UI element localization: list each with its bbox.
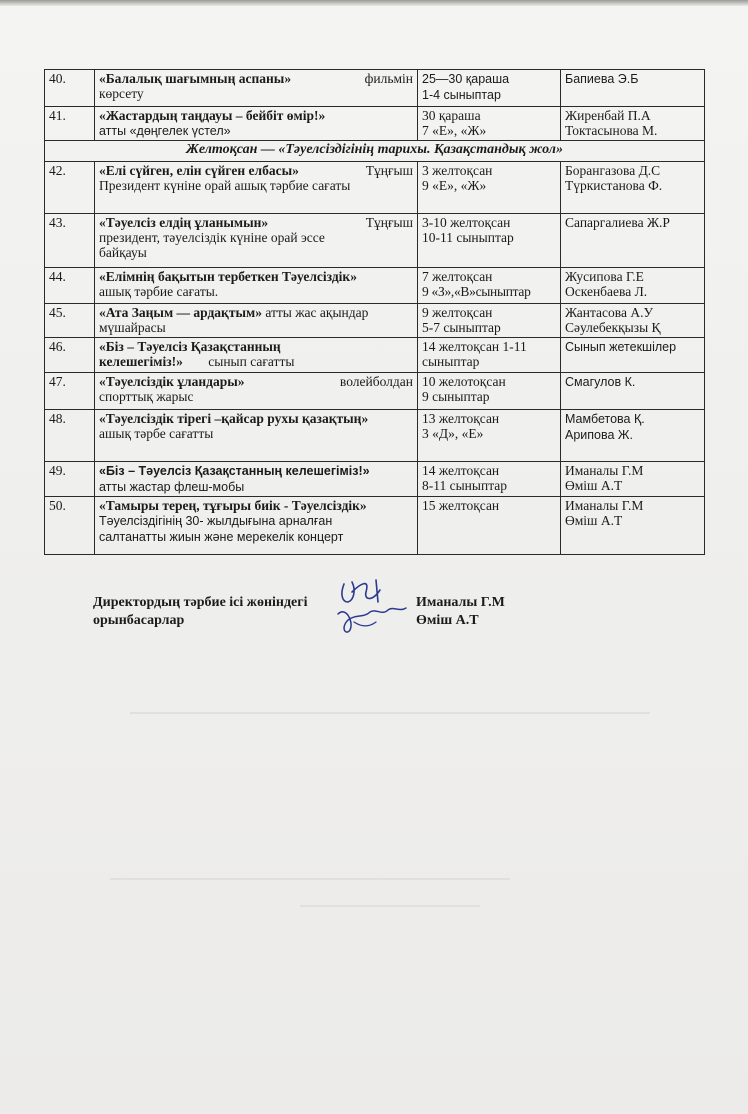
row-number: 45. — [45, 304, 95, 338]
events-table — [44, 69, 705, 555]
row-number: 44. — [45, 268, 95, 304]
section-header-row — [45, 141, 705, 162]
responsible-person: Арипова Ж. — [565, 428, 633, 442]
event-title-cont: келешегіміз!» — [99, 354, 183, 369]
event-participants: 10-11 сыныптар — [422, 230, 514, 245]
event-participants: 3 «Д», «Е» — [422, 426, 484, 441]
event-subtitle: атты «дөңгелек үстел» — [99, 124, 231, 138]
responsible-person: Мамбетова Қ. — [565, 412, 645, 426]
event-subtitle: Тәуелсіздігінің 30- жылдығына арналған — [99, 514, 333, 528]
responsible-cell — [561, 304, 705, 338]
table-row — [45, 462, 705, 497]
table-row — [45, 268, 705, 304]
event-title: «Елі сүйген, елін сүйген елбасы» — [99, 163, 299, 178]
date-cell — [418, 162, 561, 214]
event-date: 14 желтоқсан 1-11 — [422, 339, 527, 354]
event-date: 30 қараша — [422, 108, 481, 123]
row-number: 41. — [45, 107, 95, 141]
table-row — [45, 162, 705, 214]
event-cell — [95, 107, 418, 141]
event-date: 7 желтоқсан — [422, 269, 493, 284]
table-row — [45, 70, 705, 107]
table-row — [45, 304, 705, 338]
responsible-person: Жиренбай П.А — [565, 108, 651, 123]
row-number: 47. — [45, 373, 95, 410]
responsible-cell — [561, 338, 705, 373]
date-cell — [418, 497, 561, 555]
responsible-person: Токтасынова М. — [565, 123, 658, 138]
responsible-person: Өміш А.Т — [565, 478, 623, 493]
event-date: 14 желтоқсан — [422, 463, 500, 478]
bleed-through-line — [300, 905, 480, 907]
event-cell — [95, 70, 418, 107]
responsible-person: Иманалы Г.М — [565, 463, 644, 478]
event-subtitle: көрсету — [99, 86, 144, 101]
event-cell — [95, 462, 418, 497]
event-title: «Тамыры терең, тұғыры биік - Тәуелсіздік» — [99, 498, 367, 513]
event-title: «Тәуелсіздік ұландары» — [99, 374, 245, 389]
handwritten-signature — [330, 572, 410, 642]
row-number: 46. — [45, 338, 95, 373]
responsible-person: Түркистанова Ф. — [565, 178, 663, 193]
event-title: «Тәуелсіз елдің ұланымын» — [99, 215, 269, 230]
date-cell — [418, 373, 561, 410]
responsible-person: Иманалы Г.М — [565, 498, 644, 513]
event-participants: 9 «З»,«В»сыныптар — [422, 284, 531, 299]
event-title: «Біз – Тәуелсіз Қазақстанның — [99, 339, 281, 354]
event-date: 3-10 желтоқсан — [422, 215, 511, 230]
table-row — [45, 410, 705, 462]
responsible-person: Смагулов К. — [565, 375, 636, 389]
event-date: 3 желтоқсан — [422, 163, 493, 178]
signatory-name: Өміш А.Т — [416, 613, 479, 628]
date-cell — [418, 268, 561, 304]
event-cell — [95, 268, 418, 304]
event-subtitle: президент, тәуелсіздік күніне орай эссе — [99, 230, 325, 245]
event-date: 9 желтоқсан — [422, 305, 493, 320]
event-subtitle: сынып сағатты — [208, 354, 295, 369]
date-cell — [418, 70, 561, 107]
date-cell — [418, 107, 561, 141]
event-title-tail: волейболдан — [339, 374, 413, 389]
date-cell — [418, 338, 561, 373]
event-cell — [95, 410, 418, 462]
responsible-person: Борангазова Д.С — [565, 163, 661, 178]
responsible-person: Сәулебекқызы Қ — [565, 320, 661, 335]
event-subtitle: Президент күніне орай ашық тәрбие сағаты — [99, 178, 351, 193]
event-title: «Жастардың таңдауы – бейбіт өмір!» — [99, 108, 326, 123]
responsible-cell — [561, 373, 705, 410]
event-participants: 1-4 сыныптар — [422, 88, 501, 102]
row-number: 50. — [45, 497, 95, 555]
event-participants: 5-7 сыныптар — [422, 320, 501, 335]
event-title-tail: Тұңғыш — [365, 163, 413, 178]
event-subtitle: спорттық жарыс — [99, 389, 194, 404]
responsible-cell — [561, 70, 705, 107]
event-participants: 9 «Е», «Ж» — [422, 178, 487, 193]
event-title: «Балалық шағымның аспаны» — [99, 71, 292, 86]
event-cell — [95, 373, 418, 410]
date-cell — [418, 304, 561, 338]
table-row — [45, 214, 705, 268]
scan-edge — [0, 0, 748, 6]
event-title: «Біз – Тәуелсіз Қазақстанның келешегіміз!» — [99, 464, 370, 478]
responsible-cell — [561, 107, 705, 141]
bleed-through-line — [130, 712, 650, 714]
row-number: 49. — [45, 462, 95, 497]
responsible-person: Жусипова Г.Е — [565, 269, 644, 284]
signatory-names — [416, 594, 505, 630]
event-cell — [95, 214, 418, 268]
event-cell — [95, 304, 418, 338]
responsible-person: Оскенбаева Л. — [565, 284, 648, 299]
responsible-cell — [561, 462, 705, 497]
event-participants: 8-11 сыныптар — [422, 478, 508, 493]
date-cell — [418, 462, 561, 497]
responsible-person: Сынып жетекшілер — [565, 340, 677, 354]
responsible-cell — [561, 268, 705, 304]
event-cell — [95, 162, 418, 214]
bleed-through-line — [110, 878, 510, 880]
table-row — [45, 373, 705, 410]
event-title-tail: Тұңғыш — [365, 215, 413, 230]
event-cell — [95, 497, 418, 555]
event-title-tail: атты жас ақындар — [265, 305, 369, 320]
event-participants: 9 сыныптар — [422, 389, 490, 404]
responsible-cell — [561, 497, 705, 555]
event-title: «Елімнің бақытын тербеткен Тәуелсіздік» — [99, 269, 357, 284]
event-subtitle: атты жастар флеш-мобы — [99, 480, 245, 494]
responsible-cell — [561, 410, 705, 462]
event-subtitle: ашық тәрбе сағатты — [99, 426, 214, 441]
event-participants: 7 «Е», «Ж» — [422, 123, 487, 138]
responsible-cell — [561, 162, 705, 214]
event-date: 25—30 қараша — [422, 72, 510, 86]
table-row — [45, 338, 705, 373]
event-cell — [95, 338, 418, 373]
date-cell — [418, 214, 561, 268]
signatory-role-line: Директордың тәрбие ісі жөніндегі — [93, 595, 308, 610]
event-participants: сыныптар — [422, 354, 480, 369]
responsible-person: Жантасова А.У — [565, 305, 654, 320]
responsible-cell — [561, 214, 705, 268]
signatory-role-line: орынбасарлар — [93, 613, 185, 628]
section-header: Желтоқсан — «Тәуелсіздігінің тарихы. Қазақстандық жол» — [45, 141, 705, 162]
event-subtitle: ашық тәрбие сағаты. — [99, 284, 219, 299]
event-subtitle-cont: байқауы — [99, 245, 147, 260]
row-number: 42. — [45, 162, 95, 214]
event-title: «Тәуелсіздік тірегі –қайсар рухы қазақтың» — [99, 411, 369, 426]
event-title: «Ата Заңым — ардақтым» — [99, 305, 262, 320]
responsible-person: Бапиева Э.Б — [565, 72, 639, 86]
responsible-person: Сапаргалиева Ж.Р — [565, 215, 670, 230]
row-number: 40. — [45, 70, 95, 107]
event-date: 13 желтоқсан — [422, 411, 500, 426]
event-date: 10 желотоқсан — [422, 374, 506, 389]
date-cell — [418, 410, 561, 462]
event-subtitle: мүшайрасы — [99, 320, 166, 335]
event-date: 15 желтоқсан — [422, 498, 500, 513]
table-row — [45, 107, 705, 141]
table-row — [45, 497, 705, 555]
event-subtitle-cont: салтанатты жиын және мерекелік концерт — [99, 530, 344, 544]
row-number: 48. — [45, 410, 95, 462]
event-title-tail: фильмін — [364, 71, 413, 86]
row-number: 43. — [45, 214, 95, 268]
responsible-person: Өміш А.Т — [565, 513, 623, 528]
signatory-role — [93, 594, 308, 630]
signatory-name: Иманалы Г.М — [416, 595, 505, 610]
